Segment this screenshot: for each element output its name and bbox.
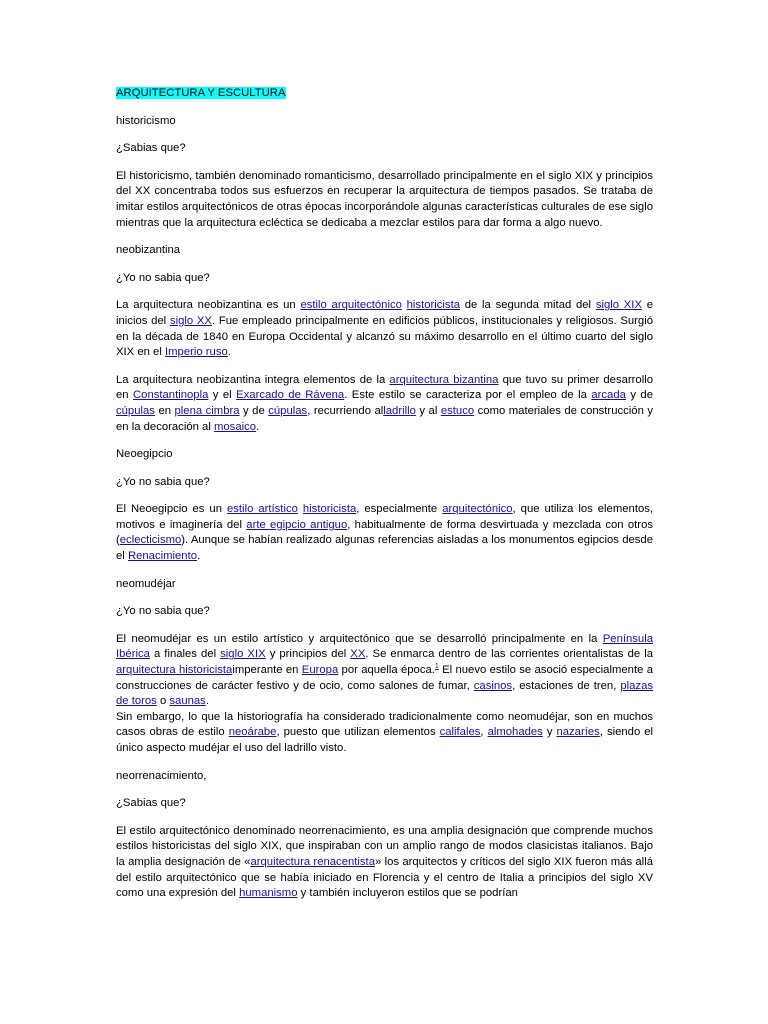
- text: y el: [208, 389, 237, 402]
- text: a finales del: [149, 648, 221, 661]
- link-arquitectura-renacentista[interactable]: arquitectura renacentista: [250, 855, 375, 868]
- text: El estilo arquitectónico denominado neorrenacimiento, es una amplia designación que comprende muchos estilos historicistas del siglo XIX, que inspiraban con un amplio rango de modos clasicistas italianos. Bajo la amplia designación de «: [116, 824, 653, 868]
- section-heading-historicismo: historicismo: [116, 114, 176, 127]
- link-humanismo[interactable]: humanismo: [239, 887, 298, 900]
- paragraph-neobizantina-2: [116, 373, 653, 435]
- text: en: [154, 404, 175, 417]
- paragraph-neoegipcio: [116, 502, 653, 564]
- link-arcada[interactable]: arcada: [591, 389, 626, 402]
- link-imperio-ruso[interactable]: Imperio ruso: [164, 346, 228, 359]
- text: como materiales de construcción y en la decoración al: [116, 404, 653, 433]
- text: imperante en: [232, 664, 302, 677]
- text: .: [197, 550, 201, 563]
- text: , siendo el único aspecto mudéjar el uso del ladrillo visto.: [116, 726, 654, 754]
- text: El neomudéjar es un estilo artístico y arquitectónico que se desarrolló principalmente en la: [116, 632, 603, 645]
- text: El nuevo estilo se asoció especialmente a construcciones de carácter festivo y de ocio, como salones de fumar,: [116, 664, 653, 692]
- section-question: ¿Sabias que?: [116, 142, 186, 155]
- link-arquitectura-bizantina[interactable]: arquitectura bizantina: [389, 373, 499, 386]
- link-europa[interactable]: Europa: [301, 664, 339, 677]
- link-mosaico[interactable]: mosaico: [213, 420, 257, 433]
- link-casinos[interactable]: casinos: [473, 679, 513, 692]
- link-constantinopla[interactable]: Constantinopla: [133, 389, 209, 402]
- text: La arquitectura neobizantina integra elementos de la: [116, 373, 390, 386]
- section-question: ¿Yo no sabia que?: [116, 475, 210, 488]
- text: por aquella época.: [338, 664, 435, 677]
- text: y de: [625, 389, 653, 402]
- text: Sin embargo, lo que la historiografía ha considerado tradicionalmente como neomudéjar, son en muchos casos obras de estilo: [116, 710, 653, 739]
- link-nazaries[interactable]: nazaríes: [556, 726, 600, 739]
- text: y: [542, 726, 557, 739]
- link-plazas-de-toros[interactable]: plazas de toros: [116, 679, 653, 708]
- section-question: ¿Yo no sabia que?: [116, 271, 210, 284]
- link-cupulas[interactable]: cúpulas: [116, 404, 155, 417]
- text: o: [156, 695, 170, 708]
- text: y también incluyeron estilos que se podrían: [297, 887, 518, 900]
- text: y al: [415, 404, 441, 417]
- text: , habitualmente de forma desvirtuada y mezclada con otros (: [116, 518, 653, 547]
- section-heading-neorrenacimiento: neorrenacimiento,: [116, 769, 207, 782]
- link-historicista[interactable]: historicista: [302, 503, 357, 516]
- link-exarcado-de-ravena[interactable]: Exarcado de Rávena: [236, 389, 345, 402]
- link-eclecticismo[interactable]: eclecticismo: [119, 534, 182, 547]
- paragraph-neorrenacimiento: [116, 824, 653, 902]
- link-renacimiento[interactable]: Renacimiento: [127, 550, 198, 563]
- section-heading-neomudejar: neomudéjar: [116, 577, 176, 590]
- text: .: [205, 695, 209, 708]
- link-cupulas[interactable]: cúpulas: [268, 404, 308, 417]
- text: , puesto que utilizan elementos: [276, 726, 440, 739]
- text: . Se enmarca dentro de las corrientes orientalistas de la: [365, 648, 653, 661]
- highlighted-title: ARQUITECTURA Y ESCULTURA: [116, 87, 286, 99]
- link-plena-cimbra[interactable]: plena cimbra: [174, 404, 240, 417]
- text: , estaciones de tren,: [512, 679, 621, 692]
- link-peninsula-iberica[interactable]: Península Ibérica: [116, 632, 653, 661]
- paragraph-neomudejar-2: [116, 710, 653, 757]
- document-title: [116, 86, 653, 102]
- paragraph-neomudejar-1: [116, 632, 653, 710]
- text: .: [227, 346, 231, 359]
- text: , especialmente: [356, 503, 443, 516]
- paragraph-neobizantina-1: [116, 298, 653, 360]
- link-arte-egipcio-antiguo[interactable]: arte egipcio antiguo: [246, 518, 348, 531]
- text: , que utiliza los elementos, motivos e imaginería del: [116, 503, 654, 531]
- link-estilo-artistico[interactable]: estilo artístico: [226, 503, 298, 516]
- text: . Fue empleado principalmente en edificios públicos, institucionales y religiosos. Surgió en la década de 1840 en Europa Occidental y alcanzó su máximo desarrollo en el último cuarto del siglo XIX en el: [116, 314, 653, 359]
- text: y de: [239, 404, 269, 417]
- document-body: [116, 86, 653, 914]
- text: , recurriendo al: [307, 404, 384, 417]
- link-siglo-xix[interactable]: siglo XIX: [220, 648, 266, 661]
- link-estuco[interactable]: estuco: [440, 404, 475, 417]
- link-arquitectonico[interactable]: arquitectónico: [442, 503, 513, 516]
- link-estilo-arquitectonico[interactable]: estilo arquitectónico: [300, 299, 402, 312]
- text: » los arquitectos y críticos del siglo XIX fueron más allá del estilo arquitectónico que se había iniciado en Florencia y el centro de Italia a principios del siglo XV como una expresión del: [116, 855, 653, 900]
- link-ladrillo[interactable]: ladrillo: [383, 404, 416, 417]
- section-heading-neobizantina: neobizantina: [116, 244, 181, 257]
- text: . Este estilo se caracteriza por el empleo de la: [344, 389, 592, 402]
- text: e inicios del: [116, 299, 654, 327]
- paragraph-historicismo: El historicismo, también denominado romanticismo, desarrollado principalmente en el siglo XIX y principios del XX concentraba todos sus esfuerzos en recuperar la arquitectura de tiempos pasados. Se trataba de imitar estilos arquitectónicos de otras épocas incorporándole algunas características culturales de ese siglo mientras que la arquitectura ecléctica se dedicaba a mezclar estilos para dar forma a algo nuevo.: [116, 169, 653, 229]
- text: y principios del: [265, 648, 351, 661]
- link-historicista[interactable]: historicista: [406, 299, 461, 312]
- text: .: [256, 420, 260, 433]
- footnote-ref-1[interactable]: 1: [434, 663, 439, 671]
- text: que tuvo su primer desarrollo en: [116, 373, 654, 402]
- text: El Neoegipcio es un: [116, 503, 227, 516]
- section-question: ¿Sabias que?: [116, 797, 186, 810]
- text: ,: [480, 726, 488, 739]
- link-califales[interactable]: califales: [439, 726, 481, 739]
- link-arquitectura-historicista[interactable]: arquitectura historicista: [116, 664, 233, 677]
- section-heading-neoegipcio: Neoegipcio: [116, 448, 173, 461]
- link-saunas[interactable]: saunas: [169, 695, 206, 708]
- section-question: ¿Yo no sabia que?: [116, 605, 210, 618]
- link-siglo-xix[interactable]: siglo XIX: [595, 299, 642, 312]
- link-xx[interactable]: XX: [350, 648, 366, 661]
- text: ). Aunque se habían realizado algunas referencias aisladas a los monumentos egipcios desde el: [116, 534, 653, 563]
- text: La arquitectura neobizantina es un: [116, 299, 301, 312]
- link-neoarabe[interactable]: neoárabe: [228, 726, 277, 739]
- link-siglo-xx[interactable]: siglo XX: [169, 314, 212, 327]
- link-almohades[interactable]: almohades: [487, 726, 543, 739]
- text: de la segunda mitad del: [460, 299, 596, 312]
